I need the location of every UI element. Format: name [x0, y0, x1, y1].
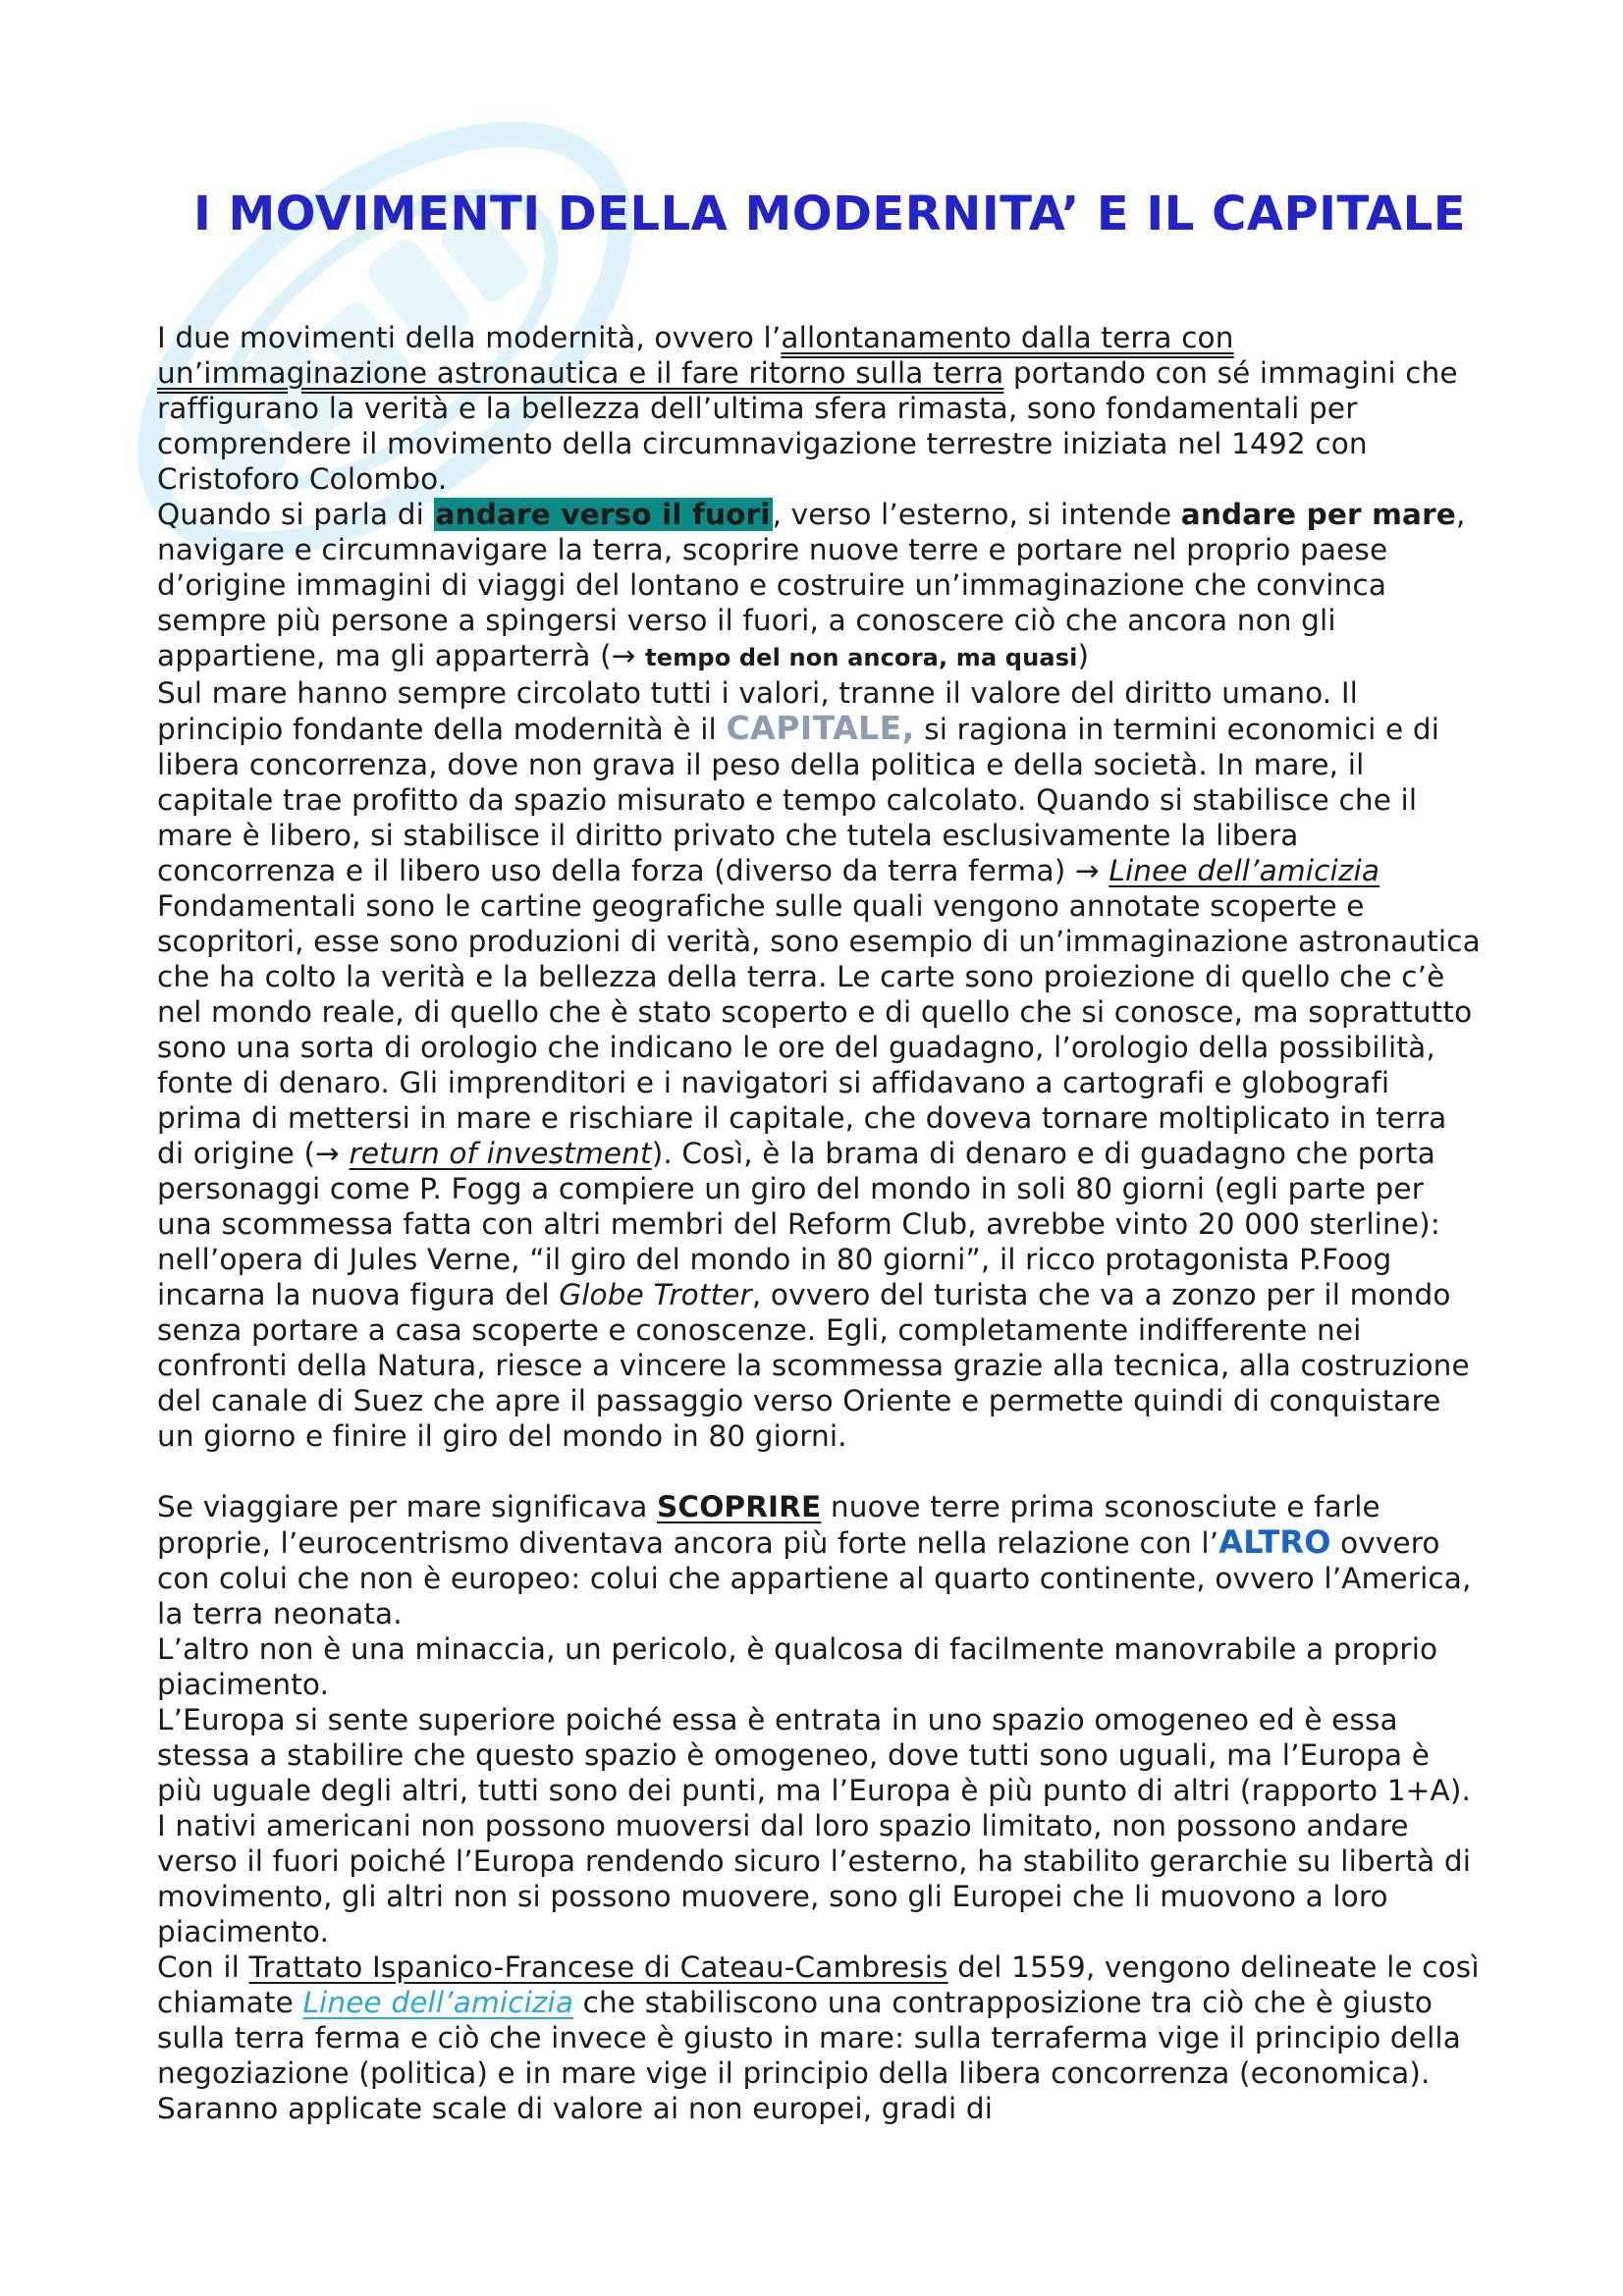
p2-text-g: ) [1077, 639, 1090, 672]
p1-text-c: portando con sé immagini che raffigurano la verità e la bellezza dell’ultima sfera rimasta, sono fondamentali per comprendere il movimento della circumnavigazione terrestre iniziata nel 1492 con Cristoforo Colombo. [157, 356, 1458, 496]
p2-highlight: andare verso il fuori [435, 498, 771, 531]
p2-bold: andare per mare [1180, 498, 1456, 531]
p5-text-c: nuove terre prima sconosciute e farle proprie, l’eurocentrismo diventava ancora più forte nella relazione con l’ [157, 1490, 1380, 1560]
arrow-icon: → [315, 1137, 350, 1170]
paragraph-1 [157, 320, 1483, 497]
p1-text-a: I due movimenti della modernità, ovvero l’ [157, 321, 782, 354]
p3-text-a: Sul mare hanno sempre circolato tutti i valori, tranne il valore del diritto umano. Il principio fondante della modernità è il [157, 676, 1359, 746]
paragraph-6: L’altro non è una minaccia, un pericolo, è qualcosa di facilmente manovrabile a proprio piacimento. [157, 1632, 1438, 1701]
p2-text-c: , verso l’esterno, si intende [772, 498, 1181, 531]
p8-trattato: Trattato Ispanico-Francese di Cateau-Cambresis [248, 1950, 948, 1984]
p8-text-c: del 1559, vengono delineate le così chiamate [157, 1950, 1480, 2019]
paragraph-2 [157, 497, 1483, 675]
p8-text-a: Con il [157, 1950, 249, 1984]
p8-text-e: che stabiliscono una contrapposizione tra ciò che è giusto sulla terra ferma e ciò che invece è giusto in mare: sulla terraferma vige il principio della negoziazione (politica) e in mare vige il principio della libera concorrenza (economica). Saranno applicate scale di valore ai non europei, gradi di [157, 1986, 1462, 2125]
p2-text-a: Quando si parla di [157, 498, 434, 531]
p1-underlined: allontanamento dalla terra con un’immaginazione astronautica e il fare ritorno sulla terra [157, 321, 1234, 390]
arrow-icon: → [1074, 854, 1109, 887]
paragraph-5 [157, 1489, 1483, 1631]
p5-scoprire: SCOPRIRE [657, 1490, 822, 1523]
p8-link-linee[interactable]: Linee dell’amicizia [302, 1986, 574, 2019]
p3-text-c: si ragiona in termini economici e di libera concorrenza, dove non grava il peso della politica e della società. In mare, il capitale trae profitto da spazio misurato e tempo calcolato. Quando si stabilisce che il mare è libero, si stabilisce il diritto privato che tutela esclusivamente la libera concorrenza e il libero uso della forza (diverso da terra ferma) [157, 713, 1440, 887]
p4-text-e: , ovvero del turista che va a zonzo per il mondo senza portare a casa scoperte e conoscenze. Egli, completamente indifferente nei confronti della Natura, riesce a vincere la scommessa grazie alla tecnica, alla costruzione del canale di Suez che apre il passaggio verso Oriente e permette quindi di conquistare un giorno e finire il giro del mondo in 80 giorni. [157, 1278, 1470, 1453]
p4-text-a: Fondamentali sono le cartine geografiche sulle quali vengono annotate scoperte e scopritori, esse sono produzioni di verità, sono esempio di un’immaginazione astronautica che ha colto la verità e la bellezza della terra. Le carte sono proiezione di quello che c’è nel mondo reale, di quello che è stato scoperto e di quello che si conosce, ma soprattutto sono una sorta di orologio che indicano le ore del guadagno, l’orologio della possibilità, fonte di denaro. Gli imprenditori e i navigatori si affidavano a cartografi e globografi prima di mettersi in mare e rischiare il capitale, che doveva tornare moltiplicato in terra di origine ( [157, 889, 1481, 1170]
paragraph-4 [157, 888, 1483, 1454]
paragraph-gap [157, 1454, 1483, 1489]
p3-link-linee[interactable]: Linee dell’amicizia [1109, 854, 1380, 887]
p2-text-e: , navigare e circumnavigare la terra, scoprire nuove terre e portare nel proprio paese d’origine immagini di viaggi del lontano e costruire un’immaginazione che convinca sempre più persone a spingersi verso il fuori, a conoscere ciò che ancora non gli appartiene, ma gli apparterrà ( [157, 498, 1466, 672]
paragraph-7: L’Europa si sente superiore poiché essa è entrata in uno spazio omogeneo ed è essa stessa a stabilire che questo spazio è omogeneo, dove tutti sono uguali, ma l’Europa è più uguale degli altri, tutti sono dei punti, ma l’Europa è più punto di altri (rapporto 1+A). I nativi americani non possono muoversi dal loro spazio limitato, non possono andare verso il fuori poiché l’Europa rendendo sicuro l’esterno, ha stabilito gerarchie su libertà di movimento, gli altri non si possono muovere, sono gli Europei che li muovono a loro piacimento. [157, 1703, 1472, 1949]
p5-text-a: Se viaggiare per mare significava [157, 1490, 657, 1523]
p5-text-e: ovvero con colui che non è europeo: colui che appartiene al quarto continente, ovvero l’America, la terra neonata. [157, 1526, 1472, 1630]
paragraph-8 [157, 1949, 1483, 2126]
p4-link-return[interactable]: return of investment [349, 1137, 652, 1170]
p4-text-c: ). Così, è la brama di denaro e di guadagno che porta personaggi come P. Fogg a compiere un giro del mondo in soli 80 giorni (egli parte per una scommessa fatta con altri membri del Reform Club, avrebbe vinto 20 000 sterline): nell’opera di Jules Verne, “il giro del mondo in 80 giorni”, il ricco protagonista P.Foog incarna la nuova figura del [157, 1137, 1440, 1311]
p2-small-bold: tempo del non ancora, ma quasi [645, 644, 1078, 671]
paragraph-3 [157, 675, 1483, 888]
document-page [157, 187, 1483, 2126]
p3-capitale: CAPITALE, [726, 709, 915, 747]
arrow-icon: → [611, 639, 646, 672]
p4-italic: Globe Trotter [559, 1278, 752, 1311]
document-title: I MOVIMENTI DELLA MODERNITA’ E IL CAPITALE [192, 187, 1467, 241]
p5-altro: ALTRO [1218, 1523, 1331, 1561]
